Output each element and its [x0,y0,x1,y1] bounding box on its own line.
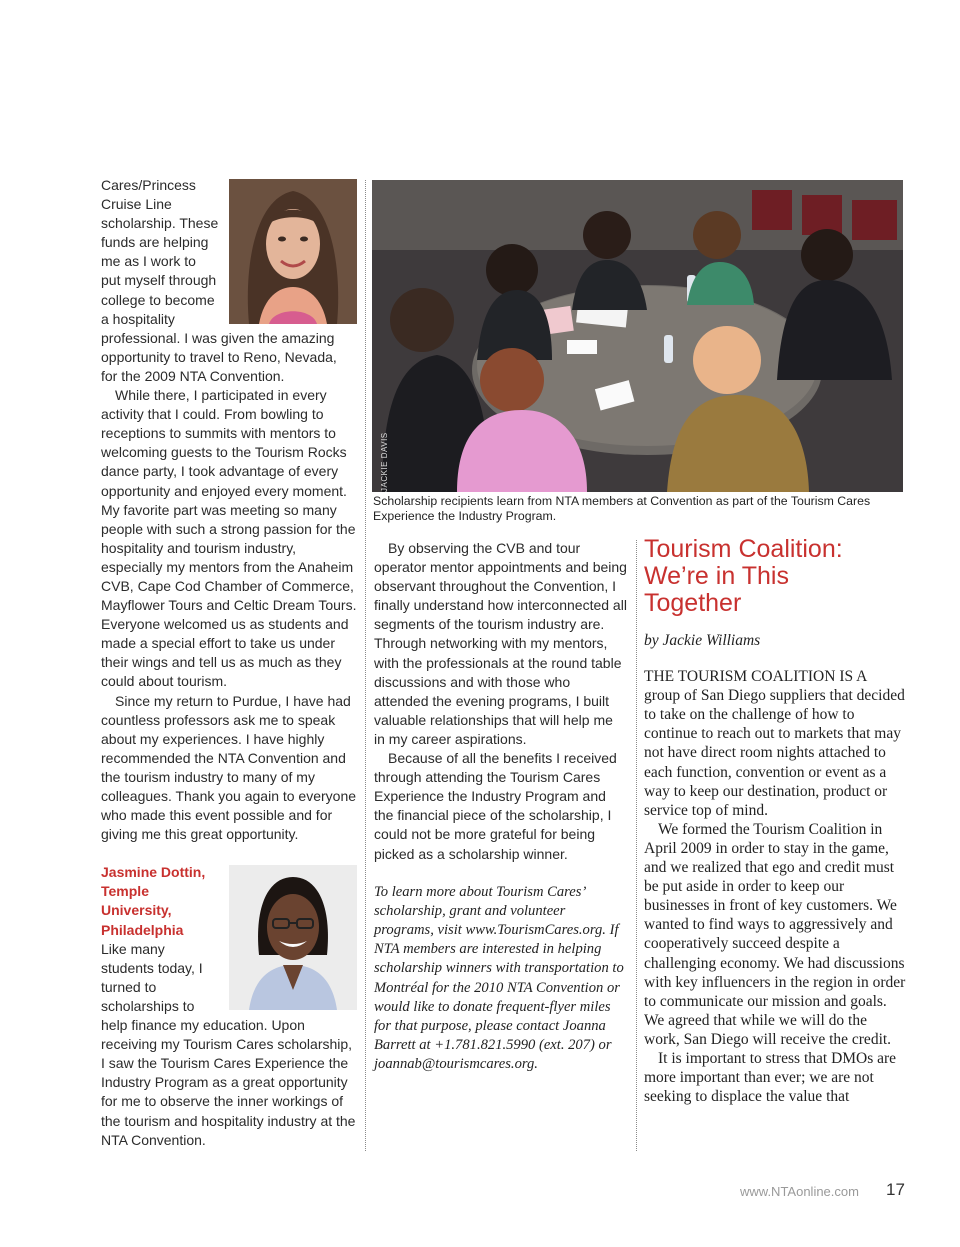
author-affiliation: University, [101,902,172,919]
lead-in: THE TOURISM COALITION IS A [644,668,867,686]
column-right [644,536,906,1106]
paragraph [644,667,906,820]
photo-credit: JACKIE DAVIS [380,432,389,492]
article-headline [644,536,906,617]
paragraph: While there, I participated in every activity that I could. From bowling to receptions to summits with mentors to welcoming guests to the Tourism Rocks dance party, I took advantage of every opportunity and enjoyed every moment. My favorite part was meeting so many people with such a strong passion for the hospitality and tourism industry, especially my mentors from the Anaheim CVB, Cape Cod Chamber of Commerce, Mayflower Tours and Celtic Dream Tours. Everyone welcomed us as students and made a special effort to take us under their wings and tell us as much as they could about tourism. [101,387,357,690]
photo-caption: Scholarship recipients learn from NTA members at Convention as part of the Tourism Cares Experience the Industry Program. [373,494,871,523]
group-photo-scholarship-roundtable [372,180,903,492]
page-number: 17 [886,1180,905,1199]
author-name: Jasmine Dottin, [101,864,206,881]
column-left [101,176,357,1150]
promo-paragraph: To learn more about Tourism Cares’ scholarship, grant and volunteer programs, visit www.TourismCares.org. If NTA members are interested in helping scholarship winners with transportation to Montréal for the 2010 NTA Convention or would like to donate frequent-flyer miles for that purpose, please contact Joanna Barrett at +1.781.821.5990 (ext. 207) or joannab@tourismcares.org. [374,883,624,1073]
headline-line: We’re in This [644,562,789,590]
column-divider [636,540,637,1151]
portrait-photo-jasmine-dottin [229,865,357,1010]
column-middle [374,539,627,1075]
author-affiliation: Temple [101,883,149,900]
paragraph: It is important to stress that DMOs are more important than ever; we are not seeking to displace the value that [644,1049,897,1106]
paragraph: By observing the CVB and tour operator mentor appointments and being observant throughout the Convention, I finally understand how interconnected all segments of the tourism industry are. Through networking with my mentors, with the professionals at the round table discussions and with those who attended the evening programs, I built valuable relationships that will help me in my career aspirations. [374,540,627,747]
portrait-photo-scholarship-recipient [229,179,357,324]
headline-line: Together [644,589,742,617]
paragraph: Because of all the benefits I received through attending the Tourism Cares Experience the Industry Program and the financial piece of the scholarship, I could not be more grateful for being picked as a scholarship winner. [374,750,617,862]
byline: by Jackie Williams [644,632,761,649]
paragraph: Cares/Princess Cruise Line scholarship. These funds are helping me as I work to put myself through college to become a hospitality professional. I was given the amazing opportunity to travel to Reno, Nevada, for the 2009 NTA Convention. [101,177,337,384]
paragraph: Since my return to Purdue, I have had countless professors ask me to speak about my experiences. I have highly recommended the NTA Convention and the tourism industry to many of my colleagues. Thank you again to everyone who made this event possible and for giving me this great opportunity. [101,692,357,843]
paragraph: We formed the Tourism Coalition in April 2009 in order to stay in the game, and we realized that ego and credit must be put aside in order to keep our businesses in front of key customers. We wanted to find ways to aggressively and cooperatively succeed despite a challenging economy. We had discussions with key influencers in the region in order to communicate our mission and goals. We agreed that while we will do the work, San Diego will receive the credit. [644,820,906,1048]
column-divider [365,180,366,1151]
headline-line: Tourism Coalition: [644,535,843,563]
paragraph: Like many students today, I turned to scholarships to help finance my education. Upon receiving my Tourism Cares scholarship, I saw the Tourism Cares Experience the Industry Program as a great opportunity for me to observe the inner workings of the tourism and hospitality industry at the NTA Convention. [101,940,356,1148]
footer-url: www.NTAonline.com [740,1184,859,1199]
paragraph-text: group of San Diego suppliers that decided to take on the challenge of how to continue to reach out to markets that may not have direct room nights attached to each function, convention or event as a way to keep our destination, product or service top of mind. [644,687,905,819]
author-location: Philadelphia [101,921,184,938]
